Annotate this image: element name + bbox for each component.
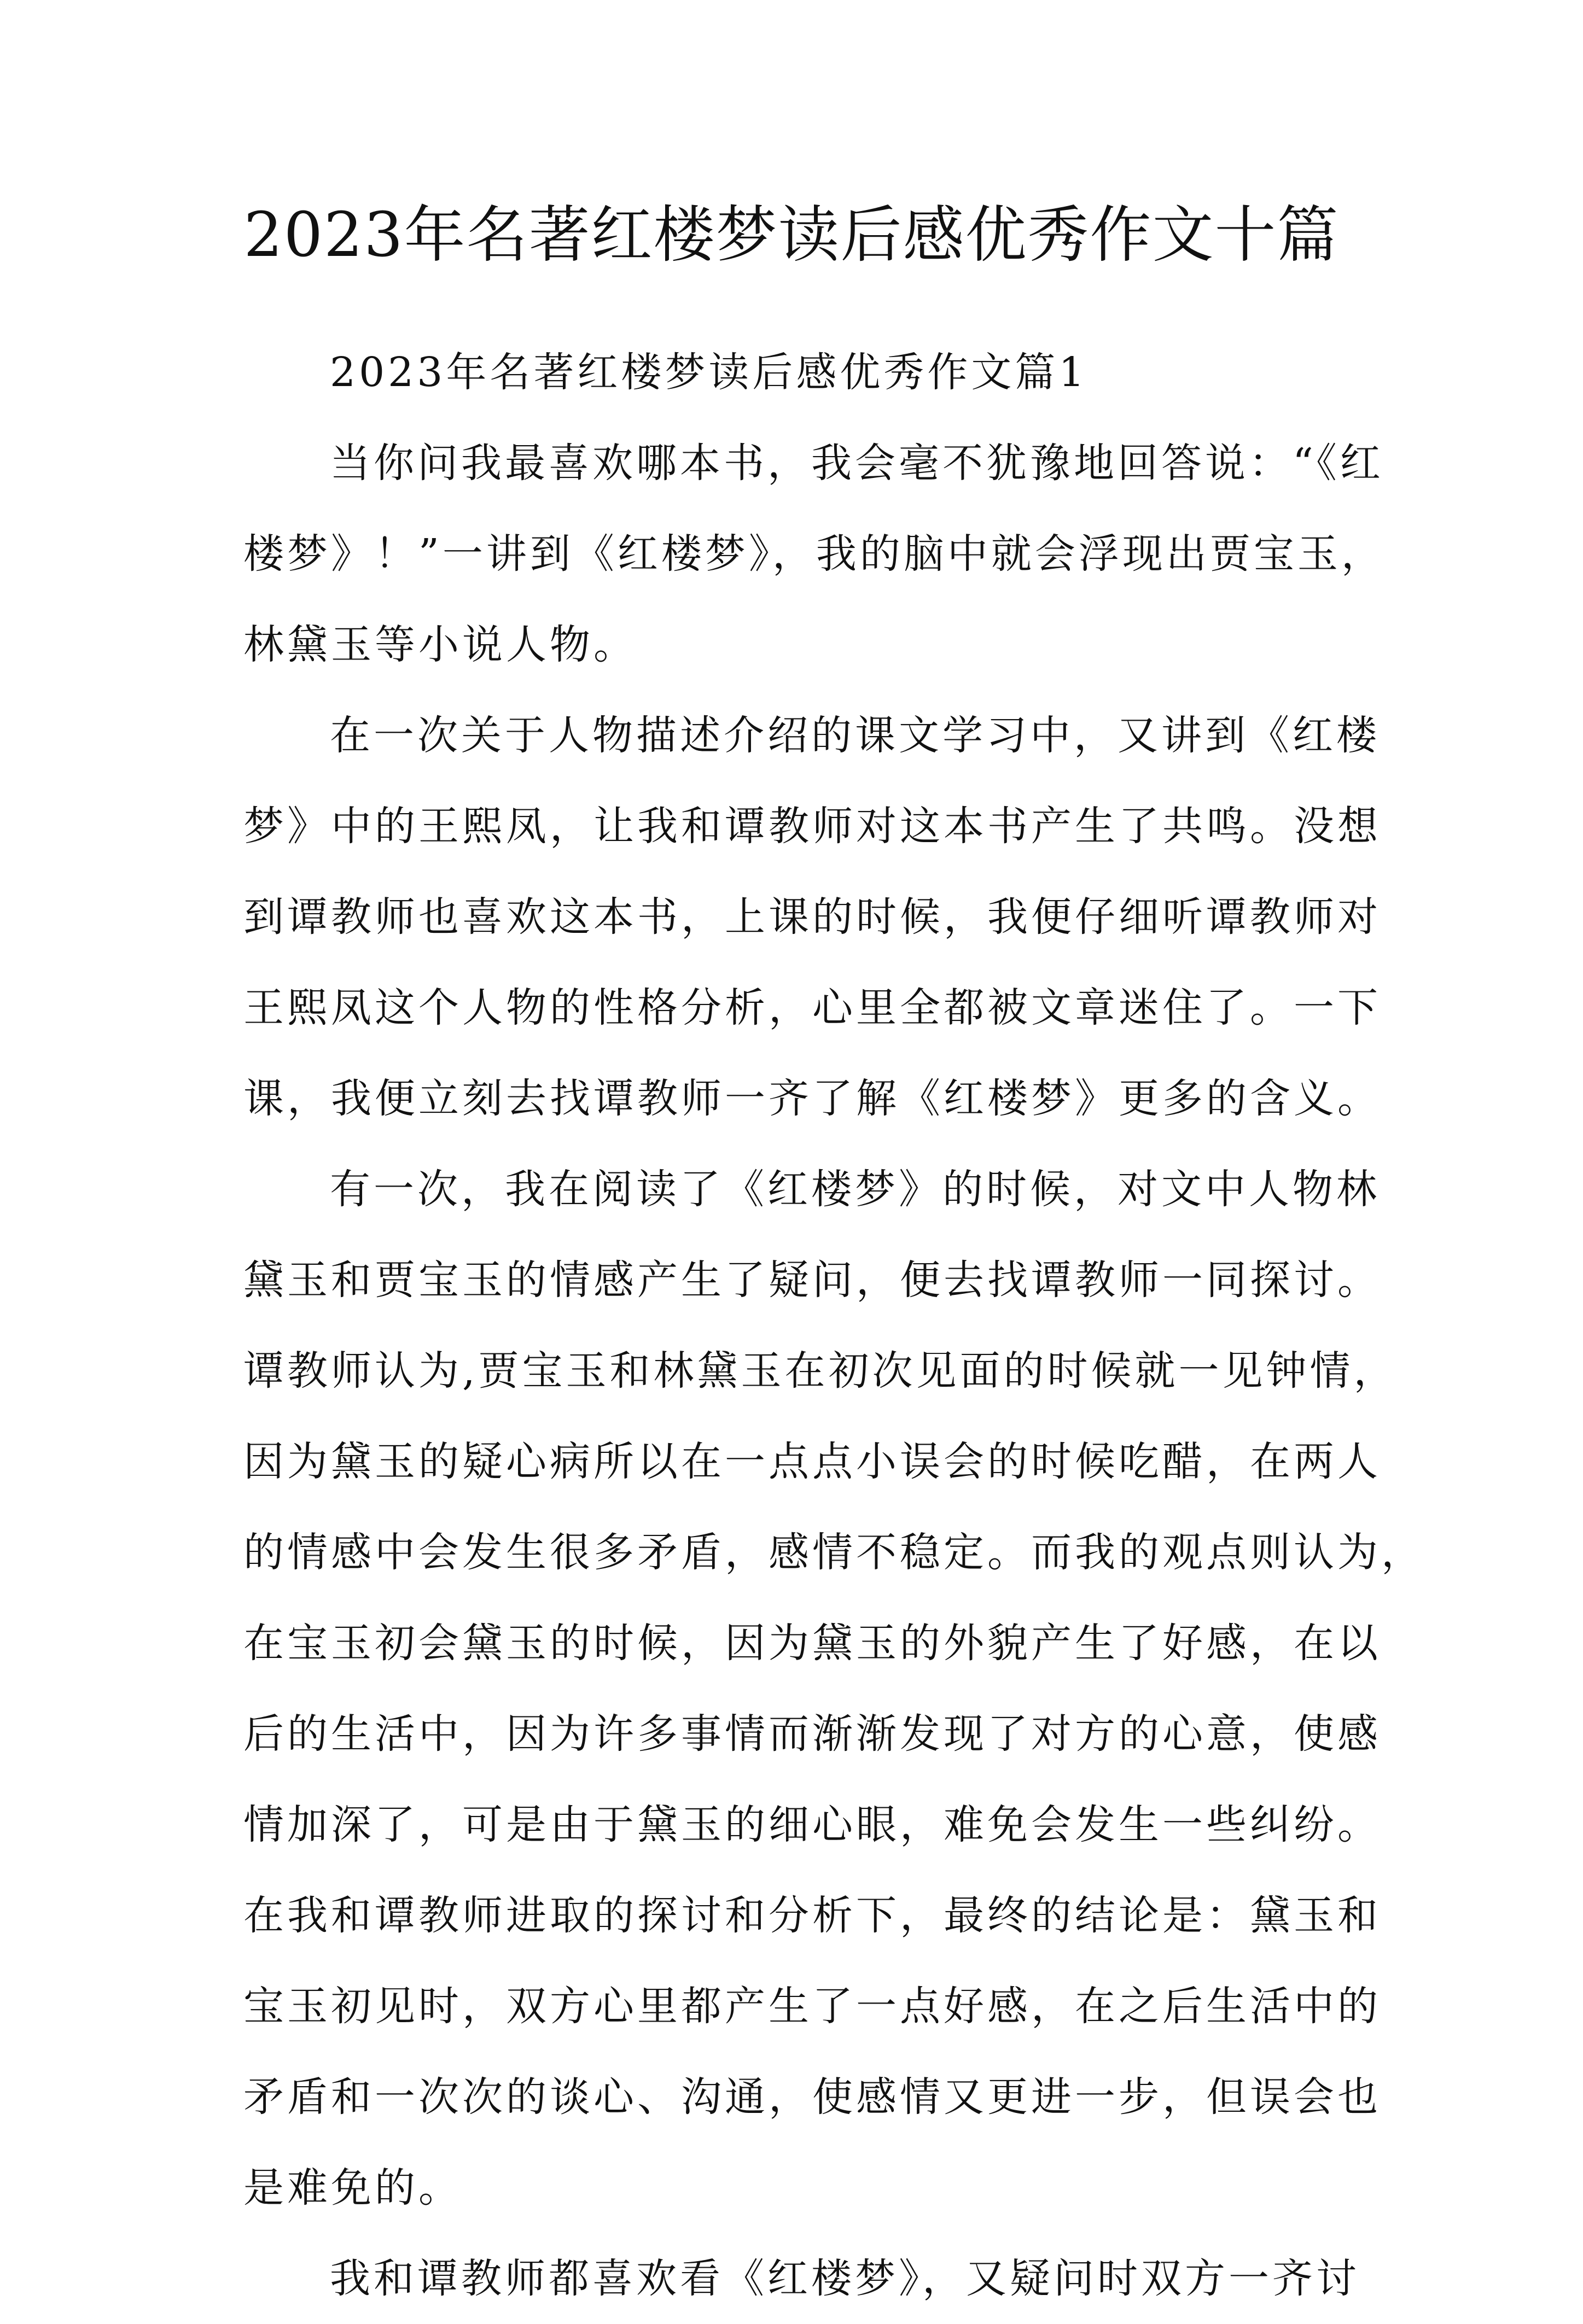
paragraph-line: 谭教师认为,贾宝玉和林黛玉在初次见面的时候就一见钟情， [243,1347,1398,1394]
paragraph-line: 情加深了，可是由于黛玉的细心眼，难免会发生一些纠纷。 [243,1801,1381,1848]
paragraph-line: 当你问我最喜欢哪本书，我会毫不犹豫地回答说：“《红 [330,440,1384,487]
paragraph-line: 梦》中的王熙凤，让我和谭教师对这本书产生了共鸣。没想 [243,803,1381,850]
paragraph-line: 宝玉初见时，双方心里都产生了一点好感，在之后生活中的 [243,1983,1381,2030]
paragraph-line: 因为黛玉的疑心病所以在一点点小误会的时候吃醋，在两人 [243,1438,1381,1485]
paragraph-line: 在宝玉初会黛玉的时候，因为黛玉的外貌产生了好感，在以 [243,1620,1381,1667]
document-body [243,327,1425,2324]
paragraph-line: 我和谭教师都喜欢看《红楼梦》，又疑问时双方一齐讨 [330,2255,1360,2302]
paragraph-line: 有一次，我在阅读了《红楼梦》的时候，对文中人物林 [330,1166,1380,1213]
paragraph-line: 到谭教师也喜欢这本书，上课的时候，我便仔细听谭教师对 [243,894,1381,941]
paragraph-line: 的情感中会发生很多矛盾，感情不稳定。而我的观点则认为， [243,1529,1425,1576]
paragraph-line: 后的生活中，因为许多事情而渐渐发现了对方的心意，使感 [243,1710,1381,1757]
section-heading: 2023年名著红楼梦读后感优秀作文篇1 [330,349,1088,396]
paragraph-line: 在我和谭教师进取的探讨和分析下，最终的结论是：黛玉和 [243,1892,1381,1939]
paragraph-line: 黛玉和贾宝玉的情感产生了疑问，便去找谭教师一同探讨。 [243,1257,1381,1304]
paragraph-line: 王熙凤这个人物的性格分析，心里全都被文章迷住了。一下 [243,984,1381,1031]
paragraph-line: 是难免的。 [243,2164,462,2211]
paragraph-line: 课，我便立刻去找谭教师一齐了解《红楼梦》更多的含义。 [243,1075,1381,1122]
paragraph-line: 楼梦》！”一讲到《红楼梦》，我的脑中就会浮现出贾宝玉， [243,530,1385,577]
paragraph-line: 矛盾和一次次的谈心、沟通，使感情又更进一步，但误会也 [243,2074,1381,2121]
paragraph-line: 在一次关于人物描述介绍的课文学习中，又讲到《红楼 [330,712,1380,759]
document-title: 2023年名著红楼梦读后感优秀作文十篇 [243,200,1340,271]
paragraph-line: 林黛玉等小说人物。 [243,621,637,668]
